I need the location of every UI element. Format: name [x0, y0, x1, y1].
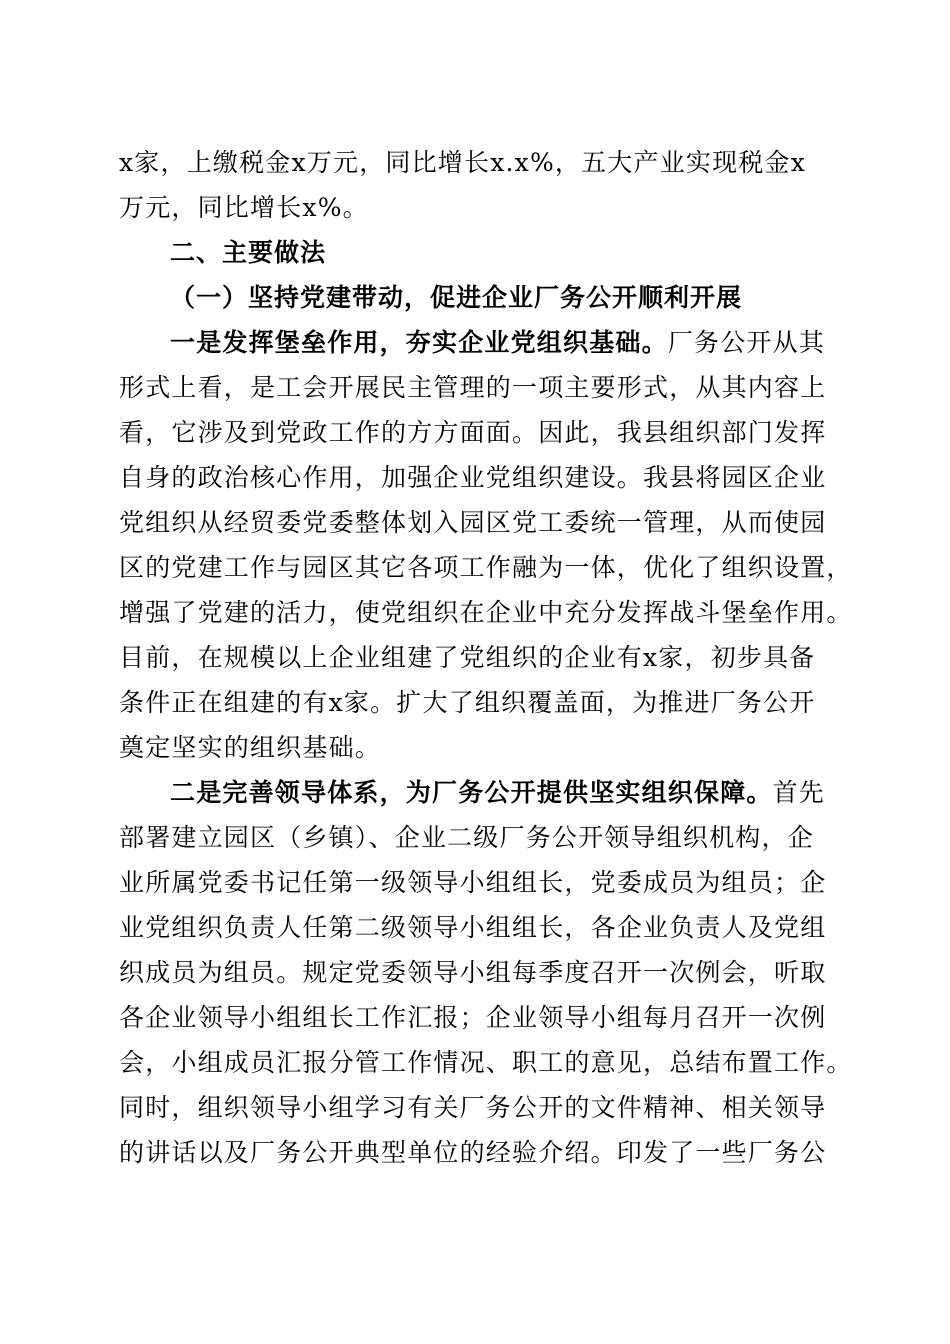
- text-line: 增强了党建的活力，使党组织在企业中充分发挥战斗堡垒作用。: [119, 598, 853, 627]
- paragraph-text: 首先: [772, 778, 826, 807]
- paragraph-text: 厂务公开从其: [667, 328, 826, 357]
- paragraph-first-line: [170, 778, 830, 808]
- text-line: 目前，在规模以上企业组建了党组织的企业有x家，初步具备: [119, 643, 816, 672]
- section-heading: 二、主要做法: [170, 238, 327, 267]
- paragraph-lead: 二是完善领导体系，为厂务公开提供坚实组织保障。: [170, 778, 773, 807]
- paragraph-lead: 一是发挥堡垒作用，夯实企业党组织基础。: [170, 328, 668, 357]
- text-line: 的讲话以及厂务公开典型单位的经验介绍。印发了一些厂务公: [119, 1138, 827, 1167]
- text-line: 业所属党委书记任第一级领导小组组长，党委成员为组员；企: [119, 868, 827, 897]
- text-line: x家，上缴税金x万元，同比增长x.x%，五大产业实现税金x: [119, 148, 806, 177]
- subsection-heading: （一）坚持党建带动，促进企业厂务公开顺利开展: [170, 283, 743, 312]
- paragraph-first-line: [170, 328, 830, 358]
- text-line: 奠定坚实的组织基础。: [119, 733, 382, 762]
- text-line: 自身的政治核心作用，加强企业党组织建设。我县将园区企业: [119, 463, 827, 492]
- text-line: 部署建立园区（乡镇）、企业二级厂务公开领导组织机构，企: [119, 823, 814, 852]
- text-line: 条件正在组建的有x家。扩大了组织覆盖面，为推进厂务公开: [119, 688, 816, 717]
- text-line: 万元，同比增长x%。: [119, 193, 369, 222]
- text-line: 形式上看，是工会开展民主管理的一项主要形式，从其内容上: [119, 373, 827, 402]
- text-line: 区的党建工作与园区其它各项工作融为一体，优化了组织设置，: [119, 553, 853, 582]
- text-line: 同时，组织领导小组学习有关厂务公开的文件精神、相关领导: [119, 1093, 827, 1122]
- text-line: 会，小组成员汇报分管工作情况、职工的意见，总结布置工作。: [119, 1048, 853, 1077]
- text-line: 各企业领导小组组长工作汇报；企业领导小组每月召开一次例: [119, 1003, 827, 1032]
- text-line: 织成员为组员。规定党委领导小组每季度召开一次例会，听取: [119, 958, 827, 987]
- text-line: 党组织从经贸委党委整体划入园区党工委统一管理，从而使园: [119, 508, 827, 537]
- text-line: 看，它涉及到党政工作的方方面面。因此，我县组织部门发挥: [119, 418, 827, 447]
- text-line: 业党组织负责人任第二级领导小组组长，各企业负责人及党组: [119, 913, 827, 942]
